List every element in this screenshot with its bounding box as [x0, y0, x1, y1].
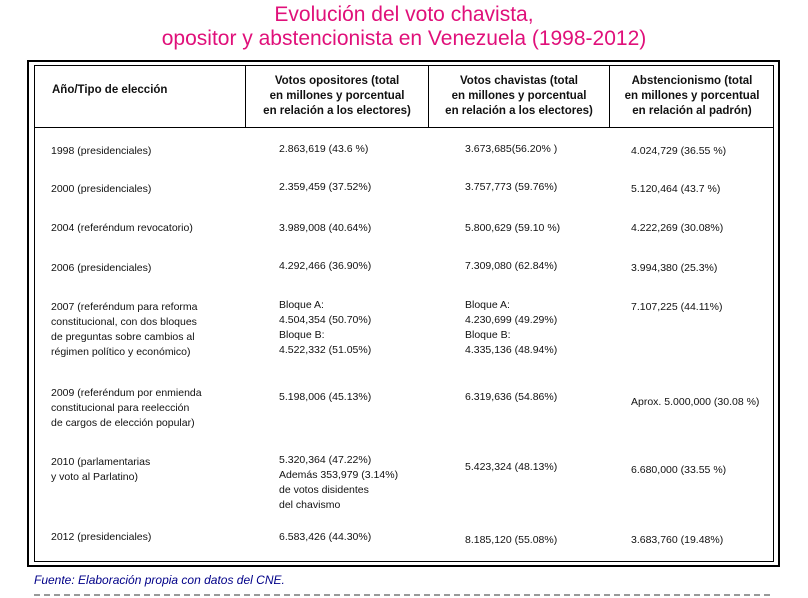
header-abstencion: Abstencionismo (total en millones y porcentual en relación al padrón) — [624, 75, 760, 117]
cell-abstencion: Aprox. 5.000,000 (30.08 %) — [631, 396, 760, 408]
cell-chavistas: 6.319,636 (54.86%) — [465, 391, 558, 403]
cell-abstencion: 4.024,729 (36.55 %) — [631, 145, 727, 157]
cell-opositores: 4.292,466 (36.90%) — [279, 260, 372, 272]
cell-opositores: 2.359,459 (37.52%) — [279, 181, 372, 193]
source-note: Fuente: Elaboración propia con datos del CNE. — [34, 573, 285, 587]
title-line-1: Evolución del voto chavista, — [274, 3, 534, 26]
cell-opositores: 5.198,006 (45.13%) — [279, 391, 372, 403]
page-title — [0, 3, 808, 51]
cell-abstencion: 5.120,464 (43.7 %) — [631, 183, 721, 195]
cell-year: 2006 (presidenciales) — [51, 262, 152, 274]
cell-abstencion: 4.222,269 (30.08%) — [631, 222, 724, 234]
cell-chavistas: 3.757,773 (59.76%) — [465, 181, 558, 193]
header-divider — [34, 127, 774, 128]
cell-abstencion: 3.683,760 (19.48%) — [631, 534, 724, 546]
header-chavistas: Votos chavistas (total en millones y porcentual en relación a los electores) — [445, 75, 593, 117]
cell-opositores: Bloque A: 4.504,354 (50.70%) Bloque B: 4.522,332 (51.05%) — [279, 299, 372, 356]
cell-opositores: 6.583,426 (44.30%) — [279, 531, 372, 543]
cell-year: 2007 (referéndum para reforma constitucional, con dos bloques de preguntas sobre cambios al régimen político y económico) — [51, 301, 198, 358]
header-opositores: Votos opositores (total en millones y porcentual en relación a los electores) — [263, 75, 411, 117]
cell-chavistas: 5.423,324 (48.13%) — [465, 461, 558, 473]
cell-year: 2010 (parlamentarias y voto al Parlatino) — [51, 456, 151, 483]
bottom-dashed-rule — [34, 594, 774, 596]
cell-year: 2009 (referéndum por enmienda constitucional para reelección de cargos de elección popular) — [51, 387, 202, 429]
header-year: Año/Tipo de elección — [52, 84, 168, 96]
cell-chavistas: Bloque A: 4.230,699 (49.29%) Bloque B: 4.335,136 (48.94%) — [465, 299, 558, 356]
cell-abstencion: 3.994,380 (25.3%) — [631, 262, 718, 274]
cell-opositores: 5.320,364 (47.22%) Además 353,979 (3.14%) de votos disidentes del chavismo — [279, 454, 399, 511]
cell-opositores: 2.863,619 (43.6 %) — [279, 143, 369, 155]
cell-chavistas: 8.185,120 (55.08%) — [465, 534, 558, 546]
cell-year: 2012 (presidenciales) — [51, 531, 152, 543]
cell-chavistas: 5.800,629 (59.10 %) — [465, 222, 561, 234]
cell-year: 2004 (referéndum revocatorio) — [51, 222, 193, 234]
cell-year: 1998 (presidenciales) — [51, 145, 152, 157]
cell-abstencion: 6.680,000 (33.55 %) — [631, 464, 727, 476]
cell-opositores: 3.989,008 (40.64%) — [279, 222, 372, 234]
title-line-2: opositor y abstencionista en Venezuela (1998-2012) — [161, 27, 647, 50]
cell-chavistas: 7.309,080 (62.84%) — [465, 260, 558, 272]
cell-year: 2000 (presidenciales) — [51, 183, 152, 195]
cell-abstencion: 7.107,225 (44.11%) — [631, 301, 723, 313]
cell-chavistas: 3.673,685(56.20% ) — [465, 143, 558, 155]
